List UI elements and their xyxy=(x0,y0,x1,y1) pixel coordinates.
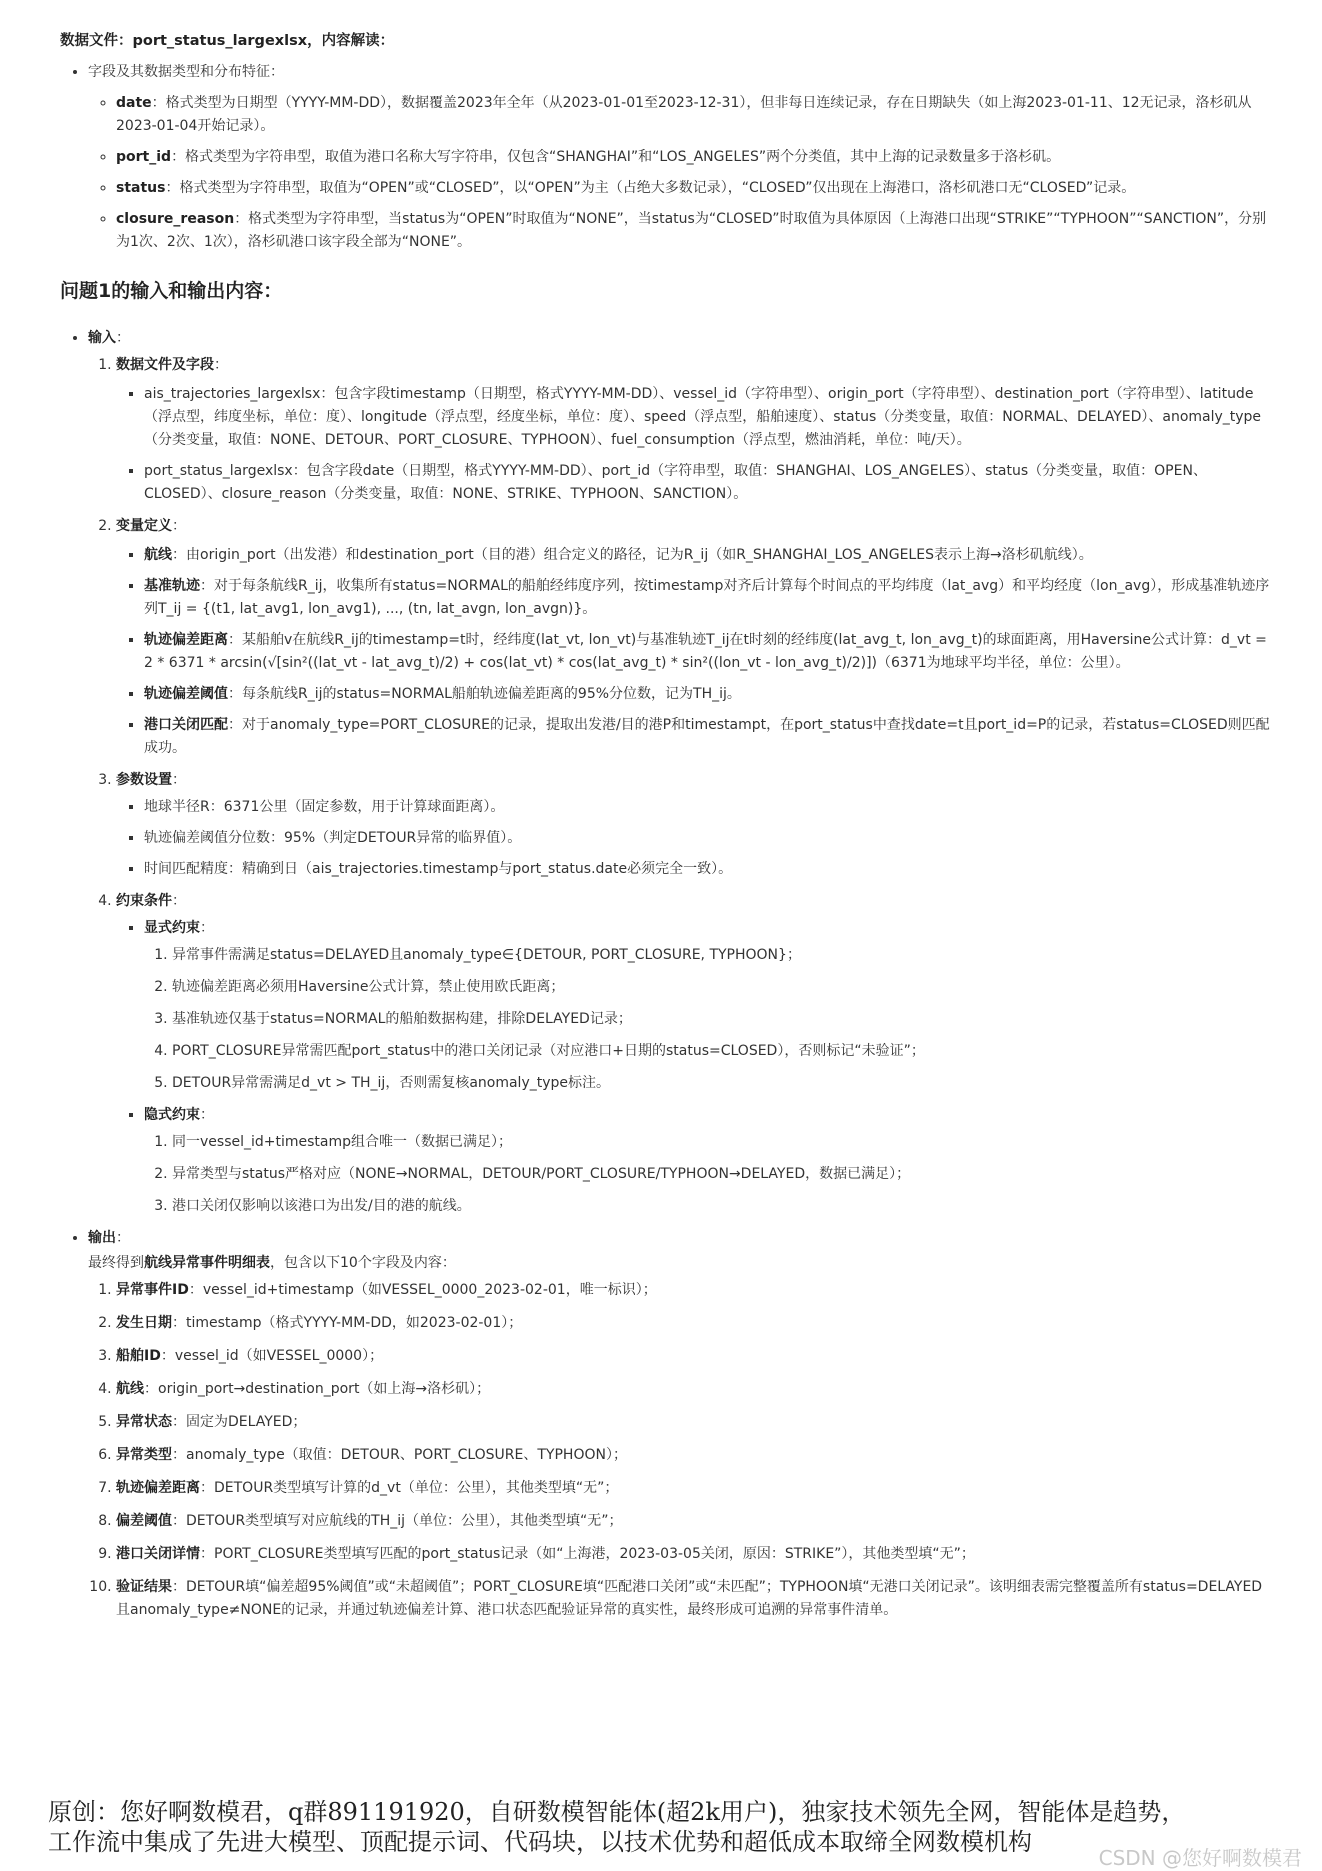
implicit-list xyxy=(144,1131,1272,1218)
output-section: • 输出： 最终得到航线异常事件明细表，包含以下10个字段及内容： 1. 异常事件ID：vessel_id+timestamp（如VESSEL_0000_2023-02-01，唯一标识）； 2. 发生日期：timestamp（格式YYYY-MM-DD，如2023-02-01）； 3. 船舶ID：vessel_id（如VESSEL_0000）； 4. 航线：origin_port→destination_port（如上海→洛杉矶）； 5. 异常状态：固定为DELAYED； 6. 异常类型：anomaly_type（取值：DETOUR、PORT_CLOSURE、TYPHOON）； 7. 轨迹偏差距离：DETOUR类型填写计算的d_vt（单位：公里），其他类型填“无”； 8. 偏差阈值：DETOUR类型填写对应航线的TH_ij（单位：公里），其他类型填“无”； 9. 港口关闭详情：PORT_CLOSURE类型填写匹配的port_status记录（如“上海港，2023-03-05关闭，原因：STRIKE”），其他类型填“无”； 10. 验证结果：DETOUR填“偏差超95%阈值”或“未超阈值”；PORT_CLOSURE填“匹配港口关闭”或“未匹配”；TYPHOON填“无港口关闭记录”。该明细表需完整覆盖所有status=DELAYED且anomaly_type≠NONE的记录，并通过轨迹偏差计算、港口状态匹配验证异常的真实性，最终形成可追溯的异常事件清单。 xyxy=(88,1227,1272,1622)
input-section: • 输入： 1. 数据文件及字段： ▪ ais_trajectories_largexlsx：包含字段timestamp（日期型，格式YYYY-MM-DD）、vessel_id（字符串型）、origin_port（字符串型）、destination_port（字符串型）、latitude（浮点型，纬度坐标，单位：度）、longitude（浮点型，经度坐标，单位：度）、speed（浮点型，船舶速度）、status（分类变量，取值：NORMAL、DELAYED）、anomaly_type（分类变量，取值：NONE、DETOUR、PORT_CLOSURE、TYPHOON）、fuel_consumption（浮点型，燃油消耗，单位：吨/天）。 ▪ port_status_largexlsx：包含字段date（日期型，格式YYYY-MM-DD）、port_id（字符串型，取值：SHANGHAI、LOS_ANGELES）、status（分类变量，取值：OPEN、CLOSED）、closure_reason（分类变量，取值：NONE、STRIKE、TYPHOON、SANCTION）。 2. 变量定义： ▪ 航线：由origin_port（出发港）和destination_port（目的港）组合定义的路径，记为R_ij（如R_SHANGHAI_LOS_ANGELES表示上海→洛杉矶航线）。 ▪ 基准轨迹：对于每条航线R_ij，收集所有status=NORMAL的船舶经纬度序列，按timestamp对齐后计算每个时间点的平均纬度（lat_avg）和平均经度（lon_avg），形成基准轨迹序列T_ij = {(t1, lat_avg1, lon_avg1), ..., (tn, lat_avgn, lon_avgn)}。 ▪ 轨迹偏差距离：某船舶v在航线R_ij的timestamp=t时，经纬度(lat_vt, lon_vt)与基准轨迹T_ij在t时刻的经纬度(lat_avg_t, lon_avg_t)的球面距离，用Haversine公式计算：d_vt = 2 * 6371 * arcsin(√[sin²((lat_vt - lat_avg_t)/2) + cos(lat_vt) * cos(lat_avg_t) * sin²((lon_vt - lon_avg_t)/2)])（6371为地球平均半径，单位：公里）。 ▪ 轨迹偏差阈值：每条航线R_ij的status=NORMAL船舶轨迹偏差距离的95%分位数，记为TH_ij。 ▪ 港口关闭匹配：对于anomaly_type=PORT_CLOSURE的记录，提取出发港/目的港P和timestampt，在port_status中查找date=t且port_id=P的记录，若status=CLOSED则匹配成功。 3. 参数设置： ▪ 地球半径R：6371公里（固定参数，用于计算球面距离）。 ▪ 轨迹偏差阈值分位数：95%（判定DETOUR异常的临界值）。 ▪ 时间匹配精度：精确到日（ais_trajectories.timestamp与port_status.date必须完全一致）。 4. 约束条件： ▪ 显式约束： 1. 异常事件需满足status=DELAYED且anomaly_type∈{DETOUR, PORT_CLOSURE, TYPHOON}； 2. 轨迹偏差距离必须用Haversine公式计算，禁止使用欧氏距离； 3. 基准轨迹仅基于status=NORMAL的船舶数据构建，排除DELAYED记录； 4. PORT_CLOSURE异常需匹配port_status中的港口关闭记录（对应港口+日期的status=CLOSED），否则标记“未验证”； 5. DETOUR异常需满足d_vt > TH_ij，否则需复核anomaly_type标注。 ▪ 隐式约束： 1. 同一vessel_id+timestamp组合唯一（数据已满足）； 2. 异常类型与status严格对应（NONE→NORMAL，DETOUR/PORT_CLOSURE/TYPHOON→DELAYED，数据已满足）； 3. 港口关闭仅影响以该港口为出发/目的港的航线。 xyxy=(88,327,1272,1218)
input-numbered-list xyxy=(88,354,1272,1218)
constraint-item: 2. 轨迹偏差距离必须用Haversine公式计算，禁止使用欧氏距离； xyxy=(172,976,1272,999)
explicit-constraints: ▪ 显式约束： 1. 异常事件需满足status=DELAYED且anomaly_type∈{DETOUR, PORT_CLOSURE, TYPHOON}； 2. 轨迹偏差距离必须用Haversine公式计算，禁止使用欧氏距离； 3. 基准轨迹仅基于status=NORMAL的船舶数据构建，排除DELAYED记录； 4. PORT_CLOSURE异常需匹配port_status中的港口关闭记录（对应港口+日期的status=CLOSED），否则标记“未验证”； 5. DETOUR异常需满足d_vt > TH_ij，否则需复核anomaly_type标注。 xyxy=(144,917,1272,1095)
params-list xyxy=(116,796,1272,881)
var-def-list xyxy=(116,544,1272,760)
var-def-item: ▪ 航线：由origin_port（出发港）和destination_port（目的港）组合定义的路径，记为R_ij（如R_SHANGHAI_LOS_ANGELES表示上海→洛杉矶航线）。 xyxy=(144,544,1272,567)
explicit-list xyxy=(144,944,1272,1095)
param-item: ▪ 地球半径R：6371公里（固定参数，用于计算球面距离）。 xyxy=(144,796,1272,819)
section2-list xyxy=(60,327,1272,1622)
constraint-item: 2. 异常类型与status严格对应（NONE→NORMAL，DETOUR/PORT_CLOSURE/TYPHOON→DELAYED，数据已满足）； xyxy=(172,1163,1272,1186)
field-item: ◦ port_id：格式类型为字符串型，取值为港口名称大写字符串，仅包含“SHANGHAI”和“LOS_ANGELES”两个分类值，其中上海的记录数量多于洛杉矶。 xyxy=(116,146,1272,169)
var-def-section: 2. 变量定义： ▪ 航线：由origin_port（出发港）和destination_port（目的港）组合定义的路径，记为R_ij（如R_SHANGHAI_LOS_ANGELES表示上海→洛杉矶航线）。 ▪ 基准轨迹：对于每条航线R_ij，收集所有status=NORMAL的船舶经纬度序列，按timestamp对齐后计算每个时间点的平均纬度（lat_avg）和平均经度（lon_avg），形成基准轨迹序列T_ij = {(t1, lat_avg1, lon_avg1), ..., (tn, lat_avgn, lon_avgn)}。 ▪ 轨迹偏差距离：某船舶v在航线R_ij的timestamp=t时，经纬度(lat_vt, lon_vt)与基准轨迹T_ij在t时刻的经纬度(lat_avg_t, lon_avg_t)的球面距离，用Haversine公式计算：d_vt = 2 * 6371 * arcsin(√[sin²((lat_vt - lat_avg_t)/2) + cos(lat_vt) * cos(lat_avg_t) * sin²((lon_vt - lon_avg_t)/2)])（6371为地球平均半径，单位：公里）。 ▪ 轨迹偏差阈值：每条航线R_ij的status=NORMAL船舶轨迹偏差距离的95%分位数，记为TH_ij。 ▪ 港口关闭匹配：对于anomaly_type=PORT_CLOSURE的记录，提取出发港/目的港P和timestampt，在port_status中查找date=t且port_id=P的记录，若status=CLOSED则匹配成功。 xyxy=(116,515,1272,760)
param-item: ▪ 时间匹配精度：精确到日（ais_trajectories.timestamp与port_status.date必须完全一致）。 xyxy=(144,858,1272,881)
output-item: 6. 异常类型：anomaly_type（取值：DETOUR、PORT_CLOSURE、TYPHOON）； xyxy=(116,1444,1272,1467)
output-intro: 最终得到航线异常事件明细表，包含以下10个字段及内容： xyxy=(88,1255,456,1271)
data-files-list xyxy=(116,383,1272,506)
field-item: ◦ closure_reason：格式类型为字符串型，当status为“OPEN”时取值为“NONE”，当status为“CLOSED”时取值为具体原因（上海港口出现“STRIKE”“TYPHOON”“SANCTION”，分别为1次、2次、1次），洛杉矶港口该字段全部为“NONE”。 xyxy=(116,208,1272,254)
output-item: 7. 轨迹偏差距离：DETOUR类型填写计算的d_vt（单位：公里），其他类型填“无”； xyxy=(116,1477,1272,1500)
constraint-item: 4. PORT_CLOSURE异常需匹配port_status中的港口关闭记录（对应港口+日期的status=CLOSED），否则标记“未验证”； xyxy=(172,1040,1272,1063)
var-def-item: ▪ 港口关闭匹配：对于anomaly_type=PORT_CLOSURE的记录，提取出发港/目的港P和timestampt，在port_status中查找date=t且port_id=P的记录，若status=CLOSED则匹配成功。 xyxy=(144,714,1272,760)
output-item: 3. 船舶ID：vessel_id（如VESSEL_0000）； xyxy=(116,1345,1272,1368)
output-item: 2. 发生日期：timestamp（格式YYYY-MM-DD，如2023-02-01）； xyxy=(116,1312,1272,1335)
params-section: 3. 参数设置： ▪ 地球半径R：6371公里（固定参数，用于计算球面距离）。 ▪ 轨迹偏差阈值分位数：95%（判定DETOUR异常的临界值）。 ▪ 时间匹配精度：精确到日（ais_trajectories.timestamp与port_status.date必须完全一致）。 xyxy=(116,769,1272,881)
constraint-item: 3. 港口关闭仅影响以该港口为出发/目的港的航线。 xyxy=(172,1195,1272,1218)
watermark: CSDN @您好啊数模君 xyxy=(1098,1846,1302,1870)
field-item: ◦ status：格式类型为字符串型，取值为“OPEN”或“CLOSED”，以“OPEN”为主（占绝大多数记录），“CLOSED”仅出现在上海港口，洛杉矶港口无“CLOSED”记录。 xyxy=(116,177,1272,200)
output-item: 8. 偏差阈值：DETOUR类型填写对应航线的TH_ij（单位：公里），其他类型填“无”； xyxy=(116,1510,1272,1533)
constraints-list xyxy=(116,917,1272,1218)
document-body xyxy=(60,30,1272,1632)
output-item: 4. 航线：origin_port→destination_port（如上海→洛杉矶）； xyxy=(116,1378,1272,1401)
footer-line: 原创：您好啊数模君，q群891191920，自研数模智能体(超2k用户)，独家技术领先全网，智能体是趋势， xyxy=(48,1798,1186,1826)
constraint-item: 3. 基准轨迹仅基于status=NORMAL的船舶数据构建，排除DELAYED记录； xyxy=(172,1008,1272,1031)
var-def-item: ▪ 轨迹偏差距离：某船舶v在航线R_ij的timestamp=t时，经纬度(lat_vt, lon_vt)与基准轨迹T_ij在t时刻的经纬度(lat_avg_t, lon_avg_t)的球面距离，用Haversine公式计算：d_vt = 2 * 6371 * arcsin(√[sin²((lat_vt - lat_avg_t)/2) + cos(lat_vt) * cos(lat_avg_t) * sin²((lon_vt - lon_avg_t)/2)])（6371为地球平均半径，单位：公里）。 xyxy=(144,629,1272,675)
field-item: ◦ date：格式类型为日期型（YYYY-MM-DD），数据覆盖2023年全年（从2023-01-01至2023-12-31），但非每日连续记录，存在日期缺失（如上海2023-01-11、12无记录，洛杉矶从2023-01-04开始记录）。 xyxy=(116,92,1272,138)
data-file-item: ▪ ais_trajectories_largexlsx：包含字段timestamp（日期型，格式YYYY-MM-DD）、vessel_id（字符串型）、origin_port（字符串型）、destination_port（字符串型）、latitude（浮点型，纬度坐标，单位：度）、longitude（浮点型，经度坐标，单位：度）、speed（浮点型，船舶速度）、status（分类变量，取值：NORMAL、DELAYED）、anomaly_type（分类变量，取值：NONE、DETOUR、PORT_CLOSURE、TYPHOON）、fuel_consumption（浮点型，燃油消耗，单位：吨/天）。 xyxy=(144,383,1272,452)
section1-intro: • 字段及其数据类型和分布特征： ◦ date：格式类型为日期型（YYYY-MM-DD），数据覆盖2023年全年（从2023-01-01至2023-12-31），但非每日连续记录，存在日期缺失（如上海2023-01-11、12无记录，洛杉矶从2023-01-04开始记录）。 ◦ port_id：格式类型为字符串型，取值为港口名称大写字符串，仅包含“SHANGHAI”和“LOS_ANGELES”两个分类值，其中上海的记录数量多于洛杉矶。 ◦ status：格式类型为字符串型，取值为“OPEN”或“CLOSED”，以“OPEN”为主（占绝大多数记录），“CLOSED”仅出现在上海港口，洛杉矶港口无“CLOSED”记录。 ◦ closure_reason：格式类型为字符串型，当status为“OPEN”时取值为“NONE”，当status为“CLOSED”时取值为具体原因（上海港口出现“STRIKE”“TYPHOON”“SANCTION”，分别为1次、2次、1次），洛杉矶港口该字段全部为“NONE”。 xyxy=(88,61,1272,254)
implicit-constraints: ▪ 隐式约束： 1. 同一vessel_id+timestamp组合唯一（数据已满足）； 2. 异常类型与status严格对应（NONE→NORMAL，DETOUR/PORT_CLOSURE/TYPHOON→DELAYED，数据已满足）； 3. 港口关闭仅影响以该港口为出发/目的港的航线。 xyxy=(144,1104,1272,1218)
constraint-item: 5. DETOUR异常需满足d_vt > TH_ij，否则需复核anomaly_type标注。 xyxy=(172,1072,1272,1095)
output-item: 1. 异常事件ID：vessel_id+timestamp（如VESSEL_0000_2023-02-01，唯一标识）； xyxy=(116,1279,1272,1302)
footer-line: 工作流中集成了先进大模型、顶配提示词、代码块，以技术优势和超低成本取缔全网数模机构 xyxy=(48,1828,1032,1856)
constraint-item: 1. 同一vessel_id+timestamp组合唯一（数据已满足）； xyxy=(172,1131,1272,1154)
param-item: ▪ 轨迹偏差阈值分位数：95%（判定DETOUR异常的临界值）。 xyxy=(144,827,1272,850)
var-def-item: ▪ 轨迹偏差阈值：每条航线R_ij的status=NORMAL船舶轨迹偏差距离的95%分位数，记为TH_ij。 xyxy=(144,683,1272,706)
data-files-section: 1. 数据文件及字段： ▪ ais_trajectories_largexlsx：包含字段timestamp（日期型，格式YYYY-MM-DD）、vessel_id（字符串型）、origin_port（字符串型）、destination_port（字符串型）、latitude（浮点型，纬度坐标，单位：度）、longitude（浮点型，经度坐标，单位：度）、speed（浮点型，船舶速度）、status（分类变量，取值：NORMAL、DELAYED）、anomaly_type（分类变量，取值：NONE、DETOUR、PORT_CLOSURE、TYPHOON）、fuel_consumption（浮点型，燃油消耗，单位：吨/天）。 ▪ port_status_largexlsx：包含字段date（日期型，格式YYYY-MM-DD）、port_id（字符串型，取值：SHANGHAI、LOS_ANGELES）、status（分类变量，取值：OPEN、CLOSED）、closure_reason（分类变量，取值：NONE、STRIKE、TYPHOON、SANCTION）。 xyxy=(116,354,1272,506)
output-item: 5. 异常状态：固定为DELAYED； xyxy=(116,1411,1272,1434)
constraint-item: 1. 异常事件需满足status=DELAYED且anomaly_type∈{DETOUR, PORT_CLOSURE, TYPHOON}； xyxy=(172,944,1272,967)
constraints-section: 4. 约束条件： ▪ 显式约束： 1. 异常事件需满足status=DELAYED且anomaly_type∈{DETOUR, PORT_CLOSURE, TYPHOON}； 2. 轨迹偏差距离必须用Haversine公式计算，禁止使用欧氏距离； 3. 基准轨迹仅基于status=NORMAL的船舶数据构建，排除DELAYED记录； 4. PORT_CLOSURE异常需匹配port_status中的港口关闭记录（对应港口+日期的status=CLOSED），否则标记“未验证”； 5. DETOUR异常需满足d_vt > TH_ij，否则需复核anomaly_type标注。 ▪ 隐式约束： 1. 同一vessel_id+timestamp组合唯一（数据已满足）； 2. 异常类型与status严格对应（NONE→NORMAL，DETOUR/PORT_CLOSURE/TYPHOON→DELAYED，数据已满足）； 3. 港口关闭仅影响以该港口为出发/目的港的航线。 xyxy=(116,890,1272,1218)
output-item: 9. 港口关闭详情：PORT_CLOSURE类型填写匹配的port_status记录（如“上海港，2023-03-05关闭，原因：STRIKE”），其他类型填“无”； xyxy=(116,1543,1272,1566)
field-list xyxy=(88,92,1272,254)
section1-list xyxy=(60,61,1272,254)
section2-title: 问题1的输入和输出内容： xyxy=(60,280,283,302)
section1-title: 数据文件：port_status_largexlsx，内容解读： xyxy=(60,33,395,49)
output-list xyxy=(88,1279,1272,1622)
var-def-item: ▪ 基准轨迹：对于每条航线R_ij，收集所有status=NORMAL的船舶经纬度序列，按timestamp对齐后计算每个时间点的平均纬度（lat_avg）和平均经度（lon_avg），形成基准轨迹序列T_ij = {(t1, lat_avg1, lon_avg1), ..., (tn, lat_avgn, lon_avgn)}。 xyxy=(144,575,1272,621)
output-item: 10. 验证结果：DETOUR填“偏差超95%阈值”或“未超阈值”；PORT_CLOSURE填“匹配港口关闭”或“未匹配”；TYPHOON填“无港口关闭记录”。该明细表需完整覆盖所有status=DELAYED且anomaly_type≠NONE的记录，并通过轨迹偏差计算、港口状态匹配验证异常的真实性，最终形成可追溯的异常事件清单。 xyxy=(116,1576,1272,1622)
data-file-item: ▪ port_status_largexlsx：包含字段date（日期型，格式YYYY-MM-DD）、port_id（字符串型，取值：SHANGHAI、LOS_ANGELES）、status（分类变量，取值：OPEN、CLOSED）、closure_reason（分类变量，取值：NONE、STRIKE、TYPHOON、SANCTION）。 xyxy=(144,460,1272,506)
